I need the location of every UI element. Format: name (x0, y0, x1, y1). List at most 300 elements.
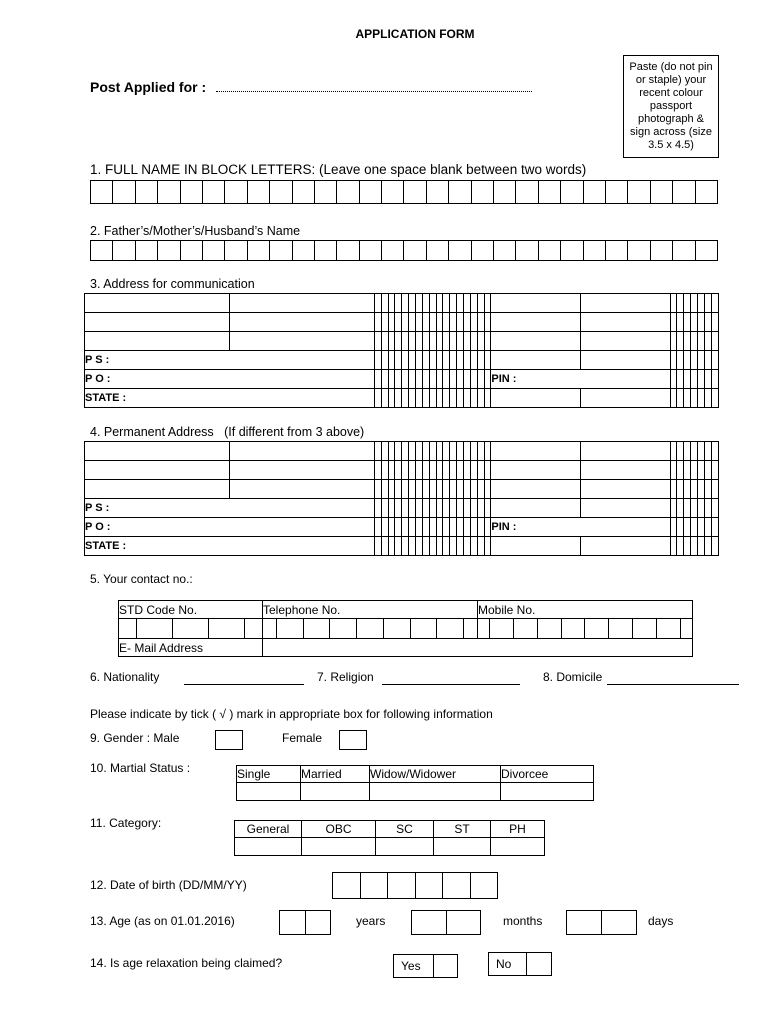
pin-digit-box[interactable] (711, 518, 718, 537)
address-letter-box[interactable] (415, 332, 422, 351)
address-letter-box[interactable] (491, 294, 581, 313)
address-letter-box[interactable] (704, 480, 711, 499)
address-letter-box[interactable] (402, 294, 409, 313)
address-letter-box[interactable] (477, 461, 484, 480)
full-name-grid[interactable] (90, 180, 718, 204)
address-letter-box[interactable] (580, 499, 670, 518)
dob-digit[interactable] (333, 873, 361, 899)
address-letter-box[interactable] (450, 480, 457, 499)
letter-box[interactable] (292, 181, 314, 204)
letter-box[interactable] (202, 241, 224, 261)
address-letter-box[interactable] (463, 499, 470, 518)
address-letter-box[interactable] (374, 442, 381, 461)
address-letter-box[interactable] (491, 389, 581, 408)
address-letter-box[interactable] (374, 370, 381, 389)
address-letter-box[interactable] (429, 389, 436, 408)
address-letter-box[interactable] (436, 370, 443, 389)
address-letter-box[interactable] (484, 389, 491, 408)
address-letter-box[interactable] (436, 537, 443, 556)
address-letter-box[interactable] (580, 480, 670, 499)
address-letter-box[interactable] (711, 480, 718, 499)
address-letter-box[interactable] (388, 332, 395, 351)
address-letter-box[interactable] (491, 351, 581, 370)
address-letter-box[interactable] (450, 332, 457, 351)
address-letter-box[interactable] (450, 351, 457, 370)
letter-box[interactable] (135, 241, 157, 261)
letter-box[interactable] (180, 181, 202, 204)
married-checkbox[interactable] (301, 783, 370, 801)
address-letter-box[interactable] (422, 332, 429, 351)
address-letter-box[interactable] (691, 294, 698, 313)
letter-box[interactable] (583, 181, 605, 204)
address-letter-box[interactable] (450, 294, 457, 313)
age-year-digit[interactable] (305, 911, 331, 935)
address-letter-box[interactable] (691, 499, 698, 518)
address-letter-box[interactable] (436, 389, 443, 408)
address-letter-box[interactable] (422, 442, 429, 461)
address-letter-box[interactable] (670, 389, 677, 408)
address-letter-box[interactable] (470, 518, 477, 537)
address-letter-box[interactable] (477, 313, 484, 332)
address-letter-box[interactable] (580, 442, 670, 461)
address-letter-box[interactable] (415, 480, 422, 499)
address-letter-box[interactable] (409, 313, 416, 332)
address-letter-box[interactable] (381, 389, 388, 408)
digit-box[interactable] (537, 619, 561, 638)
address-letter-box[interactable] (704, 442, 711, 461)
address-letter-box[interactable] (402, 332, 409, 351)
address-letter-box[interactable] (711, 389, 718, 408)
pin-digit-box[interactable] (698, 370, 705, 389)
relaxation-no[interactable] (488, 952, 552, 976)
address-letter-box[interactable] (698, 389, 705, 408)
letter-box[interactable] (471, 181, 493, 204)
nationality-field[interactable] (184, 684, 304, 685)
address-letter-box[interactable] (463, 370, 470, 389)
letter-box[interactable] (314, 181, 336, 204)
address-letter-box[interactable] (691, 313, 698, 332)
category-table[interactable] (234, 820, 545, 856)
address-letter-box[interactable] (443, 370, 450, 389)
address-letter-box[interactable] (429, 370, 436, 389)
address-letter-box[interactable] (463, 518, 470, 537)
letter-box[interactable] (270, 181, 292, 204)
address-letter-box[interactable] (704, 294, 711, 313)
address-letter-box[interactable] (470, 537, 477, 556)
address-letter-box[interactable] (484, 313, 491, 332)
address-letter-box[interactable] (484, 461, 491, 480)
address-letter-box[interactable] (470, 480, 477, 499)
address-letter-box[interactable] (422, 499, 429, 518)
address-letter-box[interactable] (429, 499, 436, 518)
address-letter-box[interactable] (429, 313, 436, 332)
address-letter-box[interactable] (684, 461, 691, 480)
pin-digit-box[interactable] (704, 370, 711, 389)
address-letter-box[interactable] (684, 294, 691, 313)
address-letter-box[interactable] (684, 499, 691, 518)
address-letter-box[interactable] (711, 313, 718, 332)
letter-box[interactable] (270, 241, 292, 261)
address-letter-box[interactable] (484, 480, 491, 499)
male-checkbox[interactable] (215, 730, 243, 750)
letter-box[interactable] (426, 241, 448, 261)
divorcee-checkbox[interactable] (501, 783, 594, 801)
address-letter-box[interactable] (388, 442, 395, 461)
letter-box[interactable] (404, 241, 426, 261)
address-letter-box[interactable] (395, 518, 402, 537)
address-letter-box[interactable] (443, 351, 450, 370)
address-letter-box[interactable] (422, 370, 429, 389)
address-letter-box[interactable] (229, 480, 374, 499)
address-letter-box[interactable] (677, 332, 684, 351)
address-letter-box[interactable] (704, 499, 711, 518)
address-letter-box[interactable] (684, 480, 691, 499)
address-letter-box[interactable] (457, 518, 464, 537)
address-letter-box[interactable] (436, 351, 443, 370)
address-letter-box[interactable] (436, 313, 443, 332)
perm-address-grid[interactable] (84, 441, 719, 556)
address-letter-box[interactable] (395, 537, 402, 556)
address-letter-box[interactable] (491, 332, 581, 351)
address-letter-box[interactable] (415, 461, 422, 480)
address-letter-box[interactable] (85, 313, 230, 332)
address-letter-box[interactable] (470, 294, 477, 313)
letter-box[interactable] (225, 181, 247, 204)
letter-box[interactable] (113, 241, 135, 261)
address-letter-box[interactable] (580, 461, 670, 480)
digit-box[interactable] (357, 619, 384, 638)
address-letter-box[interactable] (85, 480, 230, 499)
address-letter-box[interactable] (429, 480, 436, 499)
address-letter-box[interactable] (422, 294, 429, 313)
digit-box[interactable] (490, 619, 514, 638)
address-letter-box[interactable] (450, 370, 457, 389)
address-letter-box[interactable] (463, 537, 470, 556)
letter-box[interactable] (650, 241, 672, 261)
letter-box[interactable] (494, 241, 516, 261)
address-letter-box[interactable] (388, 389, 395, 408)
address-letter-box[interactable] (484, 537, 491, 556)
address-letter-box[interactable] (415, 370, 422, 389)
address-letter-box[interactable] (580, 332, 670, 351)
address-letter-box[interactable] (677, 461, 684, 480)
mobile-boxes[interactable] (478, 619, 693, 639)
address-letter-box[interactable] (698, 480, 705, 499)
single-checkbox[interactable] (237, 783, 301, 801)
digit-box[interactable] (208, 619, 244, 638)
digit-box[interactable] (464, 619, 477, 638)
address-letter-box[interactable] (457, 480, 464, 499)
std-boxes[interactable] (119, 619, 263, 639)
letter-box[interactable] (91, 241, 113, 261)
address-letter-box[interactable] (704, 351, 711, 370)
address-letter-box[interactable] (698, 537, 705, 556)
address-letter-box[interactable] (691, 389, 698, 408)
dob-digit[interactable] (443, 873, 471, 899)
address-letter-box[interactable] (381, 370, 388, 389)
digit-box[interactable] (383, 619, 410, 638)
obc-checkbox[interactable] (302, 838, 376, 856)
address-letter-box[interactable] (395, 370, 402, 389)
letter-box[interactable] (650, 181, 672, 204)
address-letter-box[interactable] (470, 370, 477, 389)
age-years-boxes[interactable] (279, 910, 331, 935)
letter-box[interactable] (359, 241, 381, 261)
address-letter-box[interactable] (381, 294, 388, 313)
letter-box[interactable] (695, 181, 717, 204)
address-letter-box[interactable] (229, 332, 374, 351)
digit-box[interactable] (303, 619, 330, 638)
address-letter-box[interactable] (374, 332, 381, 351)
dob-boxes[interactable] (332, 872, 498, 899)
address-letter-box[interactable] (450, 461, 457, 480)
address-letter-box[interactable] (580, 294, 670, 313)
address-letter-box[interactable] (374, 313, 381, 332)
pin-digit-box[interactable] (677, 518, 684, 537)
address-letter-box[interactable] (670, 480, 677, 499)
address-letter-box[interactable] (422, 313, 429, 332)
address-letter-box[interactable] (402, 499, 409, 518)
address-letter-box[interactable] (463, 313, 470, 332)
letter-box[interactable] (471, 241, 493, 261)
address-letter-box[interactable] (443, 332, 450, 351)
address-letter-box[interactable] (402, 461, 409, 480)
address-letter-box[interactable] (463, 351, 470, 370)
address-letter-box[interactable] (704, 389, 711, 408)
address-letter-box[interactable] (395, 480, 402, 499)
address-letter-box[interactable] (229, 313, 374, 332)
address-letter-box[interactable] (422, 480, 429, 499)
dob-digit[interactable] (470, 873, 498, 899)
address-letter-box[interactable] (670, 442, 677, 461)
address-letter-box[interactable] (85, 461, 230, 480)
pin-digit-box[interactable] (670, 518, 677, 537)
marital-table[interactable] (236, 765, 594, 801)
address-letter-box[interactable] (477, 389, 484, 408)
relaxation-yes[interactable] (393, 954, 458, 978)
letter-box[interactable] (605, 241, 627, 261)
address-letter-box[interactable] (484, 332, 491, 351)
dob-digit[interactable] (415, 873, 443, 899)
address-letter-box[interactable] (436, 332, 443, 351)
pin-digit-box[interactable] (698, 518, 705, 537)
address-letter-box[interactable] (422, 518, 429, 537)
digit-box[interactable] (585, 619, 609, 638)
letter-box[interactable] (135, 181, 157, 204)
address-letter-box[interactable] (684, 351, 691, 370)
address-letter-box[interactable] (436, 442, 443, 461)
letter-box[interactable] (449, 241, 471, 261)
address-letter-box[interactable] (477, 480, 484, 499)
address-letter-box[interactable] (711, 461, 718, 480)
address-letter-box[interactable] (374, 389, 381, 408)
address-letter-box[interactable] (677, 351, 684, 370)
address-letter-box[interactable] (484, 499, 491, 518)
domicile-field[interactable] (607, 684, 739, 685)
address-letter-box[interactable] (409, 294, 416, 313)
address-letter-box[interactable] (381, 332, 388, 351)
address-letter-box[interactable] (415, 351, 422, 370)
address-letter-box[interactable] (457, 294, 464, 313)
address-letter-box[interactable] (477, 370, 484, 389)
address-letter-box[interactable] (684, 537, 691, 556)
age-months-boxes[interactable] (411, 910, 481, 935)
address-letter-box[interactable] (409, 389, 416, 408)
address-letter-box[interactable] (395, 499, 402, 518)
address-letter-box[interactable] (677, 480, 684, 499)
letter-box[interactable] (494, 181, 516, 204)
letter-box[interactable] (202, 181, 224, 204)
address-letter-box[interactable] (409, 499, 416, 518)
address-letter-box[interactable] (477, 294, 484, 313)
address-letter-box[interactable] (477, 332, 484, 351)
address-letter-box[interactable] (470, 332, 477, 351)
address-letter-box[interactable] (477, 537, 484, 556)
telephone-boxes[interactable] (263, 619, 478, 639)
address-letter-box[interactable] (402, 389, 409, 408)
address-letter-box[interactable] (415, 537, 422, 556)
address-letter-box[interactable] (711, 442, 718, 461)
address-letter-box[interactable] (409, 461, 416, 480)
no-checkbox[interactable] (527, 953, 552, 976)
age-year-digit[interactable] (280, 911, 306, 935)
female-checkbox[interactable] (339, 730, 367, 750)
address-letter-box[interactable] (698, 442, 705, 461)
letter-box[interactable] (292, 241, 314, 261)
letter-box[interactable] (158, 181, 180, 204)
address-letter-box[interactable] (374, 518, 381, 537)
letter-box[interactable] (113, 181, 135, 204)
letter-box[interactable] (449, 181, 471, 204)
address-letter-box[interactable] (402, 442, 409, 461)
address-letter-box[interactable] (388, 313, 395, 332)
address-letter-box[interactable] (677, 499, 684, 518)
age-days-boxes[interactable] (566, 910, 637, 935)
letter-box[interactable] (695, 241, 717, 261)
digit-box[interactable] (330, 619, 357, 638)
address-letter-box[interactable] (477, 499, 484, 518)
address-letter-box[interactable] (422, 461, 429, 480)
address-letter-box[interactable] (704, 461, 711, 480)
letter-box[interactable] (247, 181, 269, 204)
address-letter-box[interactable] (463, 389, 470, 408)
address-letter-box[interactable] (463, 442, 470, 461)
address-letter-box[interactable] (704, 537, 711, 556)
address-letter-box[interactable] (409, 370, 416, 389)
address-letter-box[interactable] (443, 442, 450, 461)
address-letter-box[interactable] (381, 461, 388, 480)
address-letter-box[interactable] (402, 313, 409, 332)
pin-digit-box[interactable] (684, 518, 691, 537)
address-letter-box[interactable] (395, 461, 402, 480)
address-letter-box[interactable] (443, 518, 450, 537)
address-letter-box[interactable] (429, 537, 436, 556)
pin-digit-box[interactable] (704, 518, 711, 537)
contact-table[interactable] (118, 600, 693, 657)
address-letter-box[interactable] (415, 518, 422, 537)
dob-digit[interactable] (388, 873, 416, 899)
address-letter-box[interactable] (388, 518, 395, 537)
address-letter-box[interactable] (477, 351, 484, 370)
address-letter-box[interactable] (374, 499, 381, 518)
address-letter-box[interactable] (450, 518, 457, 537)
address-letter-box[interactable] (457, 332, 464, 351)
address-letter-box[interactable] (491, 442, 581, 461)
address-letter-box[interactable] (395, 389, 402, 408)
sc-checkbox[interactable] (376, 838, 434, 856)
address-letter-box[interactable] (422, 537, 429, 556)
address-letter-box[interactable] (691, 351, 698, 370)
digit-box[interactable] (632, 619, 656, 638)
pin-digit-box[interactable] (670, 370, 677, 389)
address-letter-box[interactable] (402, 370, 409, 389)
address-letter-box[interactable] (381, 351, 388, 370)
address-letter-box[interactable] (670, 537, 677, 556)
letter-box[interactable] (359, 181, 381, 204)
address-letter-box[interactable] (229, 442, 374, 461)
address-letter-box[interactable] (443, 537, 450, 556)
letter-box[interactable] (583, 241, 605, 261)
address-letter-box[interactable] (450, 442, 457, 461)
address-letter-box[interactable] (457, 370, 464, 389)
address-letter-box[interactable] (388, 499, 395, 518)
address-letter-box[interactable] (381, 537, 388, 556)
address-letter-box[interactable] (491, 313, 581, 332)
address-letter-box[interactable] (429, 332, 436, 351)
pin-digit-box[interactable] (684, 370, 691, 389)
widow-checkbox[interactable] (370, 783, 501, 801)
letter-box[interactable] (538, 241, 560, 261)
letter-box[interactable] (538, 181, 560, 204)
address-letter-box[interactable] (711, 351, 718, 370)
letter-box[interactable] (180, 241, 202, 261)
address-letter-box[interactable] (388, 480, 395, 499)
address-letter-box[interactable] (402, 518, 409, 537)
address-letter-box[interactable] (395, 442, 402, 461)
address-letter-box[interactable] (409, 518, 416, 537)
address-letter-box[interactable] (436, 294, 443, 313)
address-letter-box[interactable] (698, 313, 705, 332)
letter-box[interactable] (337, 241, 359, 261)
address-letter-box[interactable] (670, 499, 677, 518)
letter-box[interactable] (426, 181, 448, 204)
digit-box[interactable] (561, 619, 585, 638)
address-letter-box[interactable] (443, 313, 450, 332)
address-letter-box[interactable] (463, 480, 470, 499)
letter-box[interactable] (247, 241, 269, 261)
address-letter-box[interactable] (670, 294, 677, 313)
address-letter-box[interactable] (457, 537, 464, 556)
address-letter-box[interactable] (580, 537, 670, 556)
address-letter-box[interactable] (409, 332, 416, 351)
address-letter-box[interactable] (677, 537, 684, 556)
digit-box[interactable] (173, 619, 209, 638)
letter-box[interactable] (673, 241, 695, 261)
address-letter-box[interactable] (450, 313, 457, 332)
address-letter-box[interactable] (415, 313, 422, 332)
address-letter-box[interactable] (429, 518, 436, 537)
photo-box[interactable]: Paste (do not pin or staple) your recent colour passport photograph & sign across (size 3.5 x 4.5) (623, 55, 719, 158)
digit-box[interactable] (410, 619, 437, 638)
address-letter-box[interactable] (388, 294, 395, 313)
address-letter-box[interactable] (402, 537, 409, 556)
address-letter-box[interactable] (484, 518, 491, 537)
address-letter-box[interactable] (580, 351, 670, 370)
address-letter-box[interactable] (402, 480, 409, 499)
address-letter-box[interactable] (443, 461, 450, 480)
address-letter-box[interactable] (677, 313, 684, 332)
address-letter-box[interactable] (711, 537, 718, 556)
